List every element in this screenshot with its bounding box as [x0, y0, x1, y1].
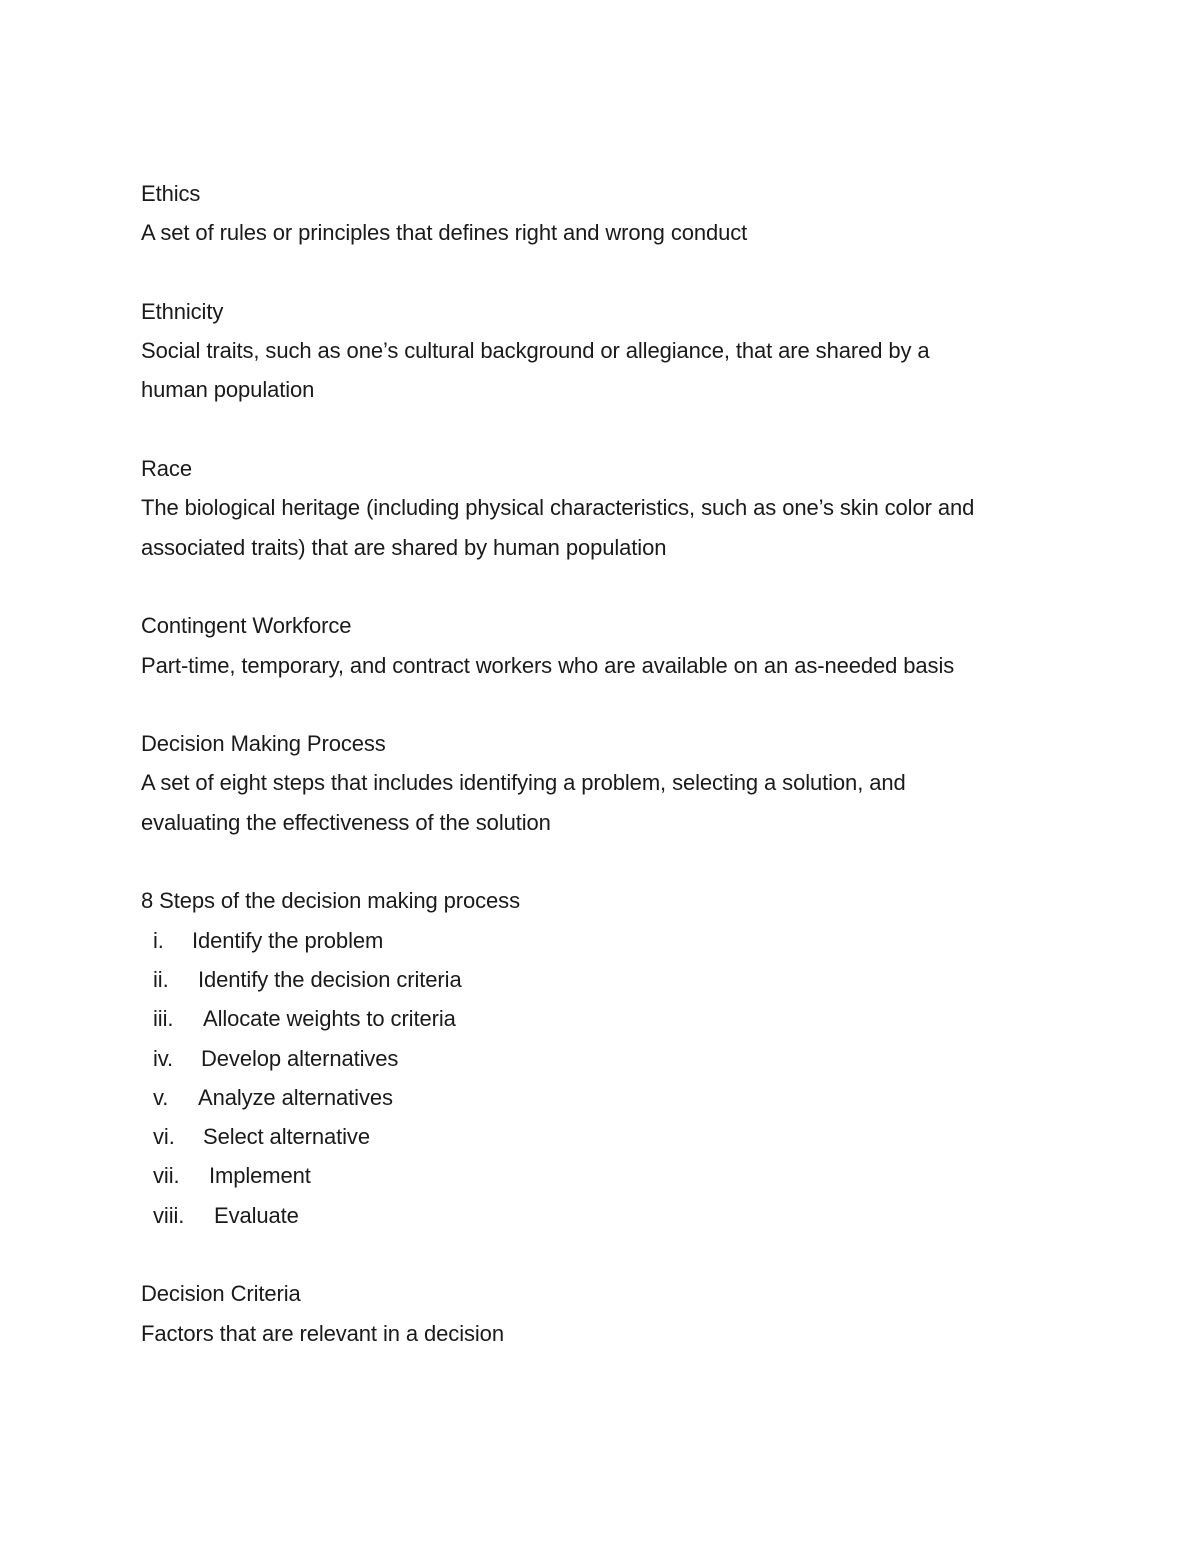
definition-text: evaluating the effectiveness of the solution	[141, 809, 551, 835]
definition-text: Factors that are relevant in a decision	[141, 1320, 504, 1346]
definition-text: A set of rules or principles that defines right and wrong conduct	[141, 220, 748, 246]
list-number: vi.	[153, 1124, 175, 1150]
definition-text: A set of eight steps that includes identifying a problem, selecting a solution, and	[141, 770, 906, 796]
definition-text: associated traits) that are shared by human population	[141, 534, 667, 560]
spacer	[141, 685, 1101, 724]
list-number: iii.	[153, 1006, 174, 1032]
entry-decision-criteria	[141, 1274, 1101, 1353]
list-item	[141, 1117, 1101, 1156]
notes-body	[141, 174, 1101, 1353]
term-heading: Decision Criteria	[141, 1281, 301, 1307]
definition-text: The biological heritage (including physical characteristics, such as one’s skin color and	[141, 495, 975, 521]
list-number: ii.	[153, 966, 169, 992]
list-number: vii.	[153, 1163, 180, 1189]
list-item	[141, 1196, 1101, 1235]
list-item-text: Allocate weights to criteria	[203, 1006, 456, 1032]
list-item-text: Implement	[209, 1163, 311, 1189]
entry-contingent-workforce	[141, 606, 1101, 685]
steps-heading: 8 Steps of the decision making process	[141, 888, 520, 914]
list-number: v.	[153, 1084, 169, 1110]
list-item	[141, 1078, 1101, 1117]
list-item	[141, 1156, 1101, 1195]
spacer	[141, 567, 1101, 606]
list-item	[141, 1039, 1101, 1078]
entry-race	[141, 449, 1101, 567]
list-item-text: Evaluate	[214, 1202, 299, 1228]
list-item-text: Select alternative	[203, 1124, 370, 1150]
definition-text: Part-time, temporary, and contract workers who are available on an as-needed basis	[141, 652, 955, 678]
spacer	[141, 410, 1101, 449]
entry-decision-making-process	[141, 724, 1101, 842]
list-item-text: Identify the problem	[192, 927, 384, 953]
list-item-text: Identify the decision criteria	[198, 966, 462, 992]
definition-text: Social traits, such as one’s cultural background or allegiance, that are shared by a	[141, 338, 930, 364]
list-item-text: Develop alternatives	[201, 1045, 399, 1071]
entry-ethics	[141, 174, 1101, 253]
list-number: i.	[153, 927, 164, 953]
term-heading: Decision Making Process	[141, 731, 386, 757]
term-heading: Ethics	[141, 181, 201, 206]
steps-section	[141, 881, 1101, 1235]
list-item	[141, 921, 1101, 960]
list-number: iv.	[153, 1045, 174, 1071]
term-heading: Race	[141, 456, 192, 482]
term-heading: Contingent Workforce	[141, 613, 352, 639]
spacer	[141, 1235, 1101, 1274]
steps-list	[141, 921, 1101, 1235]
list-item	[141, 999, 1101, 1038]
definition-text: human population	[141, 377, 315, 403]
list-item	[141, 960, 1101, 999]
spacer	[141, 253, 1101, 292]
term-heading: Ethnicity	[141, 298, 224, 324]
entry-ethnicity	[141, 292, 1101, 410]
list-item-text: Analyze alternatives	[198, 1084, 393, 1110]
spacer	[141, 842, 1101, 881]
list-number: viii.	[153, 1202, 185, 1228]
